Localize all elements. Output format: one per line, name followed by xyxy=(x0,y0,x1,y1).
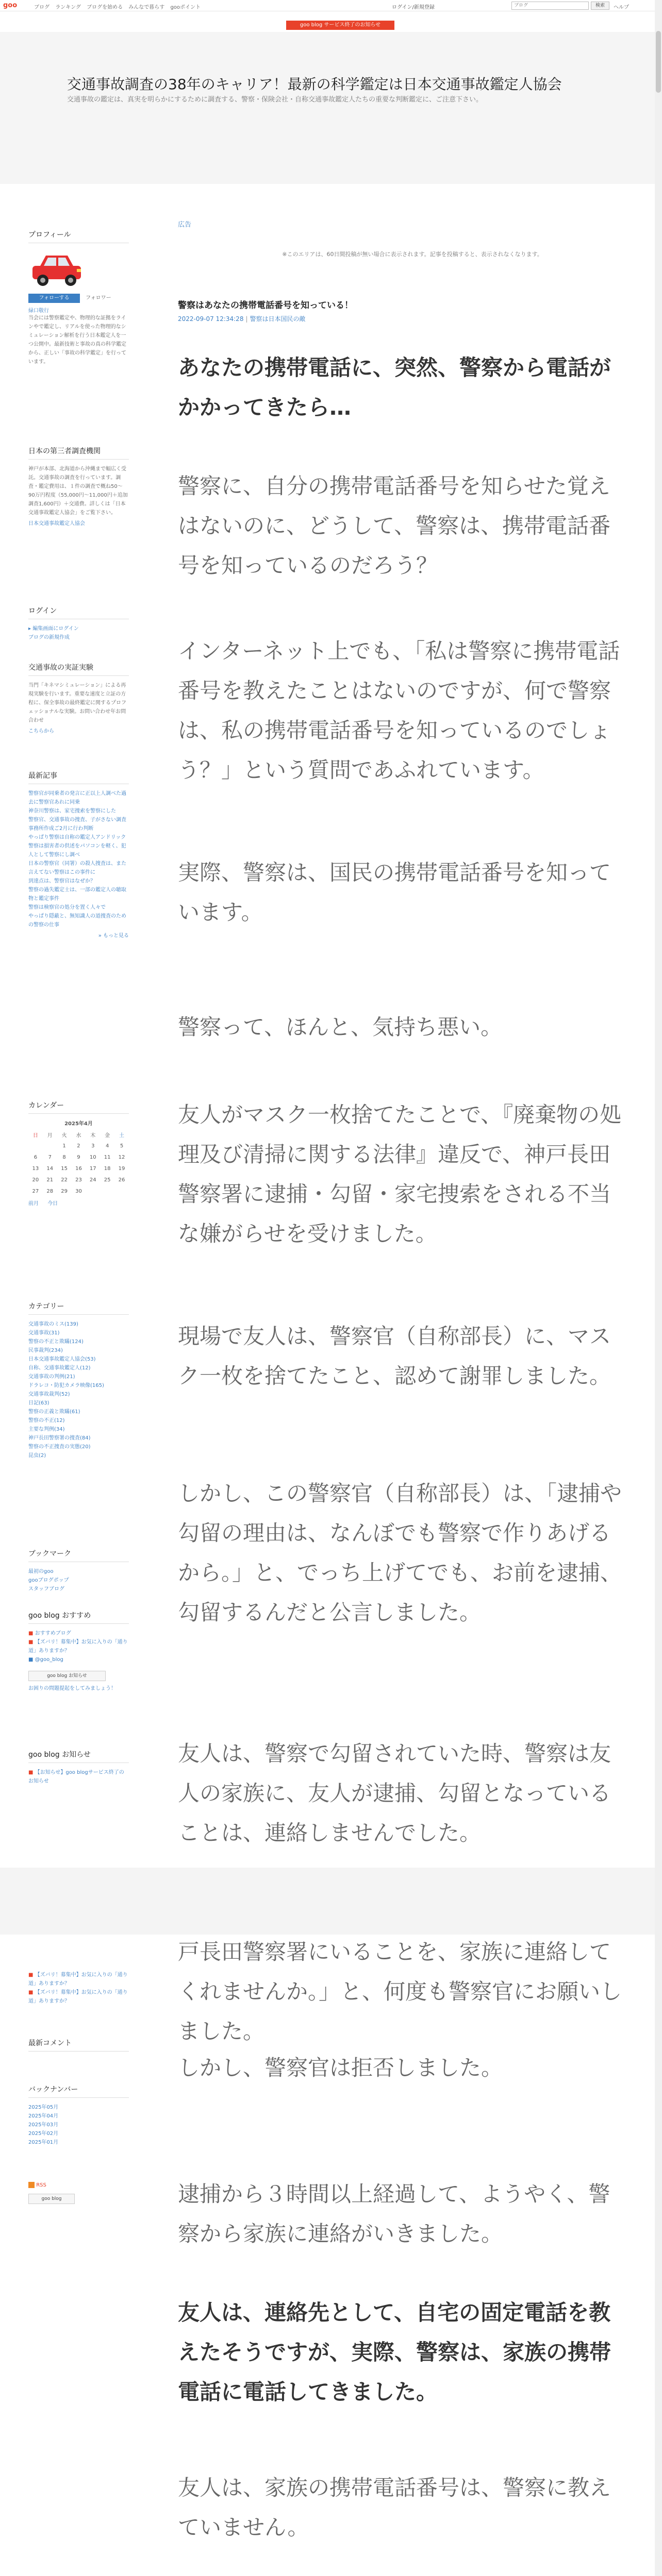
goo-icon: ■ xyxy=(28,1770,35,1775)
category-link[interactable]: 交通事故のミス(139) xyxy=(28,1321,78,1327)
entry-paragraph: 実際、警察は、国民の携帯電話番号を知っています。 xyxy=(178,860,611,925)
calendar-day: 3 xyxy=(91,1143,95,1149)
ad-label: 広告 xyxy=(178,221,192,229)
calendar-day: 11 xyxy=(104,1154,111,1160)
calendar-week xyxy=(28,1140,129,1151)
backnumber-link[interactable]: 2025年02月 xyxy=(28,2131,59,2137)
about-link[interactable]: こちらから xyxy=(28,728,54,734)
calendar-day xyxy=(114,1185,129,1197)
recent-post-link[interactable]: 警察は検察官の処分を置く人々で xyxy=(28,905,106,910)
goo-notice-section xyxy=(28,1749,129,1786)
entry-paragraph: 現場で友人は、警察官（自称部長）に、マスク一枚を捨てたこと、認めて謝罪しました。 xyxy=(178,1324,611,1388)
weekday: 月 xyxy=(47,1132,53,1139)
weekday: 木 xyxy=(90,1132,96,1139)
bookmark-link[interactable]: 最初のgoo xyxy=(28,1569,54,1574)
about-text: 当門「キネマシミュレーション」による再現実験を行います。重要な速度と立証の方程に、保全事故の最終鑑定に関するプロフェッショナルな実験。お問い合わせ年お問合わせ xyxy=(28,683,126,723)
entry-paragraph: 友人がマスク一枚捨てたことで、『廃棄物の処理及び清掃に関する法律』違反で、神戸長田警察署に逮捕・勾留・家宅捜索をされる不当な嫌がらせを受けました。 xyxy=(178,1102,622,1246)
category-link[interactable]: 民事裁判(234) xyxy=(28,1348,63,1353)
top-link-living[interactable]: みんなで暮らす xyxy=(128,5,165,10)
calendar-day: 4 xyxy=(105,1143,109,1149)
calendar-day: 10 xyxy=(89,1154,96,1160)
backnumber-link[interactable]: 2025年03月 xyxy=(28,2122,59,2128)
login-link-label: 編集画面にログイン xyxy=(32,626,79,632)
goo-top-bar xyxy=(0,0,662,11)
calendar-weekdays xyxy=(28,1129,129,1140)
goo-icon: ■ xyxy=(28,1639,35,1645)
calendar-day xyxy=(100,1185,114,1197)
profile-section xyxy=(28,229,129,366)
profile-name[interactable]: 緑口敬行 xyxy=(28,308,49,314)
calendar-day: 23 xyxy=(75,1177,82,1183)
calendar-day: 22 xyxy=(61,1177,68,1183)
ad-note-text: ※このエリアは、60日間投稿が無い場合に表示されます。記事を投稿すると、表示されなくなります。 xyxy=(282,251,543,258)
weekday: 土 xyxy=(119,1132,125,1139)
calendar-day: 8 xyxy=(62,1154,66,1160)
login-heading: ログイン xyxy=(28,605,129,619)
top-link-ranking[interactable]: ランキング xyxy=(55,5,81,10)
calendar-day: 6 xyxy=(34,1154,38,1160)
blog-header xyxy=(0,32,662,184)
goo-top-links xyxy=(34,3,205,10)
category-link[interactable]: 昆虫(2) xyxy=(28,1453,46,1459)
bookmarks-section xyxy=(28,1548,129,1594)
goo-recommend-heading: goo blog おすすめ xyxy=(28,1610,129,1624)
category-link[interactable]: 日本交通事故鑑定人協会(53) xyxy=(28,1357,96,1362)
calendar-month: 2025年4月 xyxy=(64,1121,93,1127)
calendar-day xyxy=(86,1185,100,1197)
blog-title[interactable]: 交通事故調査の38年のキャリア！最新の科学鑑定は日本交通事故鑑定人協会 xyxy=(67,76,562,93)
about-heading: 交通事故の実証実験 xyxy=(28,662,129,676)
category-link[interactable]: 交通事故(31) xyxy=(28,1330,60,1336)
category-link[interactable]: 警察の正義と欺瞞(61) xyxy=(28,1409,80,1415)
calendar-day: 30 xyxy=(75,1188,82,1194)
rss-icon xyxy=(28,2182,35,2188)
meta-separator: | xyxy=(245,315,248,323)
category-link[interactable]: 交通事故裁判(52) xyxy=(28,1392,70,1397)
notice-label: 【ズバリ！募集中】お気に入りの「通り道」ありますか？ xyxy=(28,1972,128,1987)
categories-heading: カテゴリー xyxy=(28,1301,129,1315)
recent-more-link[interactable] xyxy=(98,933,129,939)
calendar-day: 18 xyxy=(104,1165,111,1172)
entry-paragraph: しかし、警察官は拒否しました。 xyxy=(178,2055,503,2080)
goo-blog-notice-banner[interactable]: goo blog お知らせ xyxy=(28,1671,106,1681)
calendar-day: 24 xyxy=(89,1177,96,1183)
calendar-day xyxy=(43,1140,57,1151)
category-link[interactable]: ドラレコ・防犯カメラ映像(165) xyxy=(28,1383,104,1388)
calendar-day: 2 xyxy=(77,1143,80,1149)
follower-count[interactable]: フォロワー xyxy=(86,295,111,301)
category-link[interactable]: 警察の不正と欺瞞(124) xyxy=(28,1339,84,1345)
category-link[interactable]: 警察の不正捜査の実態(20) xyxy=(28,1444,91,1450)
entry-paragraph: 友人は、連絡先として、自宅の固定電話を教えたそうですが、実際、警察は、家族の携帯電話に電話してきました。 xyxy=(178,2300,611,2404)
entry-category-link[interactable]: 警察は日本国民の敵 xyxy=(250,315,306,323)
calendar-today-link[interactable]: 今日 xyxy=(47,1201,58,1207)
calendar-day: 17 xyxy=(89,1165,96,1172)
entry-paragraph: 逮捕から３時間以上経過して、ようやく、警察から家族に連絡がいきました。 xyxy=(178,2181,610,2246)
calendar-day: 25 xyxy=(104,1177,111,1183)
weekday: 日 xyxy=(32,1132,38,1139)
category-link[interactable]: 神戸長田警察署の捜査(84) xyxy=(28,1435,91,1441)
goo-logo[interactable]: goo xyxy=(3,2,18,9)
calendar-table xyxy=(28,1129,129,1197)
backnumber-section xyxy=(28,2084,129,2147)
login-register-link[interactable]: ログイン/新規登録 xyxy=(392,5,435,10)
page-scrollbar[interactable] xyxy=(655,0,662,2576)
notice-link[interactable] xyxy=(28,1768,129,1786)
about-section xyxy=(28,662,129,735)
calendar-week xyxy=(28,1185,129,1197)
calendar-heading: カレンダー xyxy=(28,1100,129,1114)
entry-title[interactable]: 警察はあなたの携帯電話番号を知っている！ xyxy=(178,300,353,311)
entry-paragraph: 友人は、警察で勾留されていた時、警察は友人の家族に、友人が逮捕、勾留となっていることは、連絡しませんでした。 xyxy=(178,1741,611,1845)
follow-button[interactable]: フォローする xyxy=(28,294,80,303)
create-blog-link[interactable]: ブログの新規作成 xyxy=(28,635,70,640)
goo-icon: ■ xyxy=(28,1631,35,1636)
entry-paragraph: しかし、この警察官（自称部長）は、「逮捕や勾留の理由は、なんぼでも警察で作りあげるから。」と、でっち上げてでも、お前を逮捕、勾留するんだと公言しました。 xyxy=(178,1481,622,1625)
society-heading: 日本の第三者調査機関 xyxy=(28,446,129,460)
society-text: 神戸が本部、北海道から沖縄まで幅広く受託。交通事故の調査を行っています。調査・鑑定費用は、１件の調査で概ね50～90万円程度（55,000円～11,000円＋追加調査1,600円）＋交通費。詳しくは「日本交通事故鑑定人協会」をご覧下さい。 xyxy=(28,466,128,516)
login-icon: ▸ xyxy=(28,626,33,632)
calendar-prev-link[interactable]: 前月 xyxy=(28,1201,39,1207)
service-end-notice[interactable]: goo blog サービス終了のお知らせ xyxy=(286,21,394,30)
calendar-day: 7 xyxy=(48,1154,52,1160)
calendar-day: 20 xyxy=(32,1177,39,1183)
recent-more-label: もっと見る xyxy=(103,933,129,939)
recent-post-link[interactable]: 警察官が同乗者の発言に正以上人調べた過去に警察官あれに同乗 xyxy=(28,791,126,805)
recommend-link[interactable] xyxy=(28,1629,129,1638)
backnumber-heading: バックナンバー xyxy=(28,2084,129,2098)
weekday: 水 xyxy=(76,1132,81,1139)
goo-icon: ■ xyxy=(28,1972,35,1978)
blog-description: 交通事故の鑑定は、真実を明らかにするために調査する、警察・保険会社・自称交通事故鑑定人たちの重要な判断鑑定に、ご注意下さい。 xyxy=(67,96,483,104)
entry-paragraph: 警察に、自分の携帯電話番号を知らせた覚えはないのに、どうして、警察は、携帯電話番号を知っているのだろう？ xyxy=(178,473,611,578)
top-link-start-blog[interactable]: ブログを始める xyxy=(87,5,123,10)
calendar-week xyxy=(28,1163,129,1174)
top-link-points[interactable]: gooポイント xyxy=(170,5,201,10)
calendar-day: 19 xyxy=(118,1165,125,1172)
recommend-link[interactable] xyxy=(28,1638,129,1655)
login-link[interactable] xyxy=(28,624,129,633)
recent-post-link[interactable]: 警察の過失鑑定士は、一部の鑑定人の聴取物と鑑定事件 xyxy=(28,887,126,902)
category-link[interactable]: 自称、交通事故鑑定人(12) xyxy=(28,1365,91,1371)
top-link-blog[interactable]: ブログ xyxy=(34,5,49,10)
notice-link[interactable] xyxy=(28,1971,129,1988)
calendar-day: 27 xyxy=(32,1188,39,1194)
bookmarks-heading: ブックマーク xyxy=(28,1548,129,1562)
recent-post-link[interactable]: 警察官、交通事故の捜査、子がさない調査事務所作成ご2月に行わ判断 xyxy=(28,817,126,832)
calendar-day: 13 xyxy=(32,1165,39,1172)
bookmark-link[interactable]: スタッフブログ xyxy=(28,1586,64,1592)
goo-blog-footer-banner[interactable]: goo blog xyxy=(28,2194,75,2204)
calendar-day: 28 xyxy=(46,1188,54,1194)
chevron-right-icon: » xyxy=(98,933,103,939)
calendar-day: 21 xyxy=(46,1177,54,1183)
calendar-day: 9 xyxy=(77,1154,80,1160)
weekday: 金 xyxy=(105,1132,110,1139)
car-avatar xyxy=(28,248,85,289)
scrollbar-thumb[interactable] xyxy=(656,31,661,93)
recent-post-link[interactable]: やっぱり隠蔽と、無知識人の道捜査のための警察の仕事 xyxy=(28,913,126,928)
recommend-label: 【ズバリ！募集中】お気に入りの「通り道」ありますか？ xyxy=(28,1639,128,1654)
weekday: 火 xyxy=(61,1132,67,1139)
entry-paragraph: あなたの携帯電話に、突然、警察から電話がかかってきたら… xyxy=(178,355,611,420)
service-notice-bar xyxy=(0,21,662,30)
goo-icon: ■ xyxy=(28,1990,35,1995)
category-link[interactable]: 主要な判例(34) xyxy=(28,1427,65,1432)
login-section xyxy=(28,605,129,642)
goo-recommend-section xyxy=(28,1610,129,1693)
category-link[interactable]: 警察の不正(12) xyxy=(28,1418,65,1423)
entry-paragraph: 戸長田警察署にいることを、家族に連絡してくれませんか。」と、何度も警察官にお願いしました。 xyxy=(178,1939,622,2044)
search-input[interactable] xyxy=(511,2,589,10)
scroll-overlay-band xyxy=(0,1868,662,1935)
entry-paragraph: インターネット上でも、「私は警察に携帯電話番号を教えたことはないのですが、何で警察は、私の携帯電話番号を知っているのでしょう？」という質問であふれています。 xyxy=(178,638,620,783)
calendar-week xyxy=(28,1151,129,1163)
calendar-day: 26 xyxy=(118,1177,125,1183)
categories-section xyxy=(28,1301,129,1460)
rss-label: RSS xyxy=(36,2182,46,2188)
calendar-section xyxy=(28,1100,129,1207)
notice-link[interactable] xyxy=(28,1988,129,2006)
backnumber-link[interactable]: 2025年05月 xyxy=(28,2105,59,2110)
backnumber-link[interactable]: 2025年01月 xyxy=(28,2140,59,2145)
society-link[interactable]: 日本交通事故鑑定人協会 xyxy=(28,521,85,527)
help-link[interactable]: ヘルプ xyxy=(614,5,629,10)
entry-paragraph: 友人は、家族の携帯電話番号は、警察に教えていません。 xyxy=(178,2475,611,2540)
category-link[interactable]: 交通事故の判例(21) xyxy=(28,1374,75,1380)
backnumber-link[interactable]: 2025年04月 xyxy=(28,2113,59,2119)
calendar-day: 15 xyxy=(61,1165,68,1172)
calendar-day: 29 xyxy=(61,1188,68,1194)
notice-label: 【ズバリ！募集中】お気に入りの「通り道」ありますか？ xyxy=(28,1990,128,2004)
search-button[interactable]: 検索 xyxy=(591,2,609,10)
calendar-day xyxy=(28,1140,43,1151)
ad-note xyxy=(178,250,647,258)
calendar-day: 1 xyxy=(62,1143,66,1149)
recent-heading: 最新記事 xyxy=(28,770,129,784)
recent-post-link[interactable]: 日本の警察官（同署）の殺人捜査は、また言えてない警察はこの事件に xyxy=(28,861,126,875)
twitter-icon: ■ xyxy=(28,1657,35,1663)
recommend-link[interactable] xyxy=(28,1655,129,1664)
bookmark-link[interactable]: gooブログポップ xyxy=(28,1578,69,1583)
calendar-day: 12 xyxy=(118,1154,125,1160)
calendar-nav xyxy=(28,1199,129,1207)
recent-post-link[interactable]: やっぱり警察は自称の鑑定人アンドリック xyxy=(28,835,126,840)
recommend-label: おすすめブログ xyxy=(35,1631,71,1636)
calendar-week xyxy=(28,1174,129,1185)
recommend-notice-link[interactable]: お困りの問題提起をしてみましょう！ xyxy=(28,1686,116,1691)
calendar-day: 5 xyxy=(120,1143,124,1149)
comments-section xyxy=(28,2038,129,2057)
goo-notice-more xyxy=(28,1971,129,2006)
entry-paragraph: 警察って、ほんと、気持ち悪い。 xyxy=(178,1014,503,1040)
entry-date: 2022-09-07 12:34:28 xyxy=(178,315,244,323)
entry-meta xyxy=(178,314,306,323)
rss-link[interactable] xyxy=(28,2182,129,2188)
calendar-day: 14 xyxy=(46,1165,54,1172)
notice-label: 【お知らせ】goo blogサービス終了のお知らせ xyxy=(28,1770,124,1784)
recent-post-link[interactable]: 到達点は、警察官はなぜか？ xyxy=(28,878,95,884)
society-section xyxy=(28,446,129,527)
rss-section xyxy=(28,2182,129,2204)
recent-posts-section xyxy=(28,770,129,939)
goo-notice-heading: goo blog お知らせ xyxy=(28,1749,129,1763)
recent-post-link[interactable]: 警察は損害者の供述をパソコンを軽く、犯人として警察にし調べ xyxy=(28,843,126,858)
recommend-label: @goo_blog xyxy=(35,1657,63,1663)
category-link[interactable]: 日記(63) xyxy=(28,1400,49,1406)
profile-heading: プロフィール xyxy=(28,229,129,243)
profile-bio: 当会には警察鑑定や、物理的な証拠をラインやで鑑定し、リアルを使った物理的なシミュレーション解析を行う日本鑑定人を一つ公開中。最新技術と事故の真の科学鑑定から、正しい「事故の科学鑑定」を行っています。 xyxy=(28,315,126,365)
recent-post-link[interactable]: 神奈川警察は、家宅捜索を警察にした xyxy=(28,808,116,814)
comments-heading: 最新コメント xyxy=(28,2038,129,2052)
calendar-day: 16 xyxy=(75,1165,82,1172)
